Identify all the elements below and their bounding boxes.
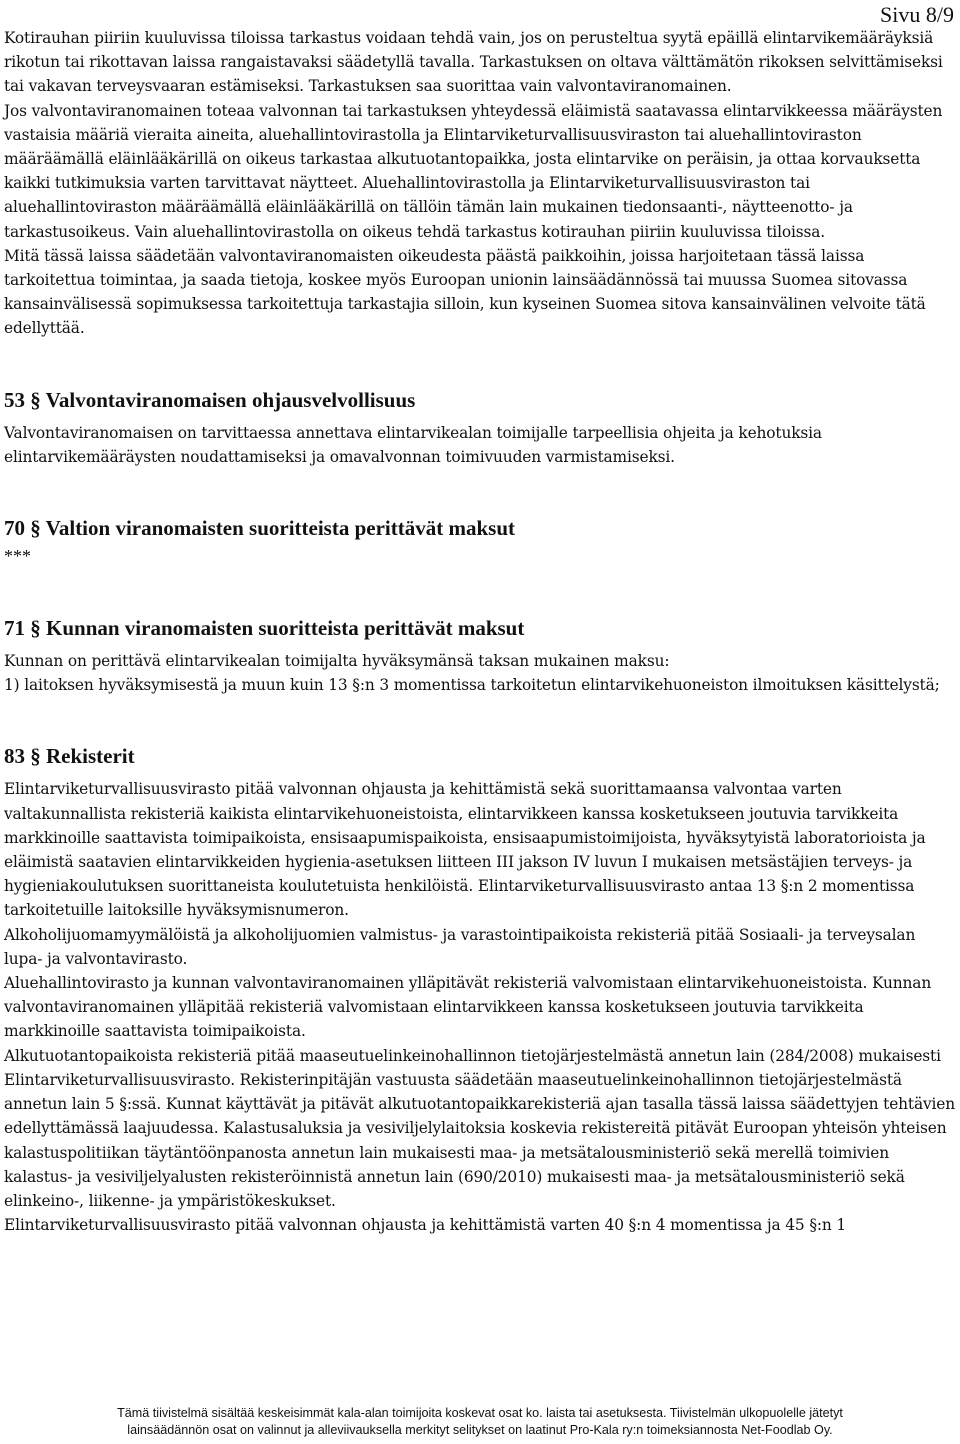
spacer: [4, 469, 956, 513]
section-83-paragraph-1: Elintarviketurvallisuusvirasto pitää valvonnan ohjausta ja kehittämistä sekä suorittamaansa valvontaa varten valtakunnallista rekisteriä kaikista elintarvikehuoneistoista, elintarvikkeen kanssa kosketukseen joutuvia tarvikkeita markkinoille saattavista toimipaikoista, ensisaapumispaikoista, ensisaapumistoimijoista, hyväksytyistä laboratorioista ja eläimistä saatavien elintarvikkeiden hygienia-asetuksen liitteen III jakson IV luvun I mukaisen metsästäjien terveys- ja hygieniakoulutuksen suorittaneista koulutetuista henkilöistä. Elintarviketurvallisuusvirasto antaa 13 §:n 2 momentissa tarkoitetuille laitoksille hyväksymisnumeron.: [4, 780, 926, 920]
section-71-heading: 71 § Kunnan viranomaisten suoritteista perittävät maksut: [4, 616, 525, 641]
section-71-paragraph-2: 1) laitoksen hyväksymisestä ja muun kuin 13 §:n 3 momentissa tarkoitetun elintarvikehuoneiston ilmoituksen käsittelystä;: [4, 676, 940, 695]
section-83-paragraph-4: Alkutuotantopaikoista rekisteriä pitää maaseutuelinkeinohallinnon tietojärjestelmästä annetun lain (284/2008) mukaisesti Elintarviketurvallisuusvirasto. Rekisterinpitäjän vastuusta säädetään maaseutuelinkeinohallinnon tietojärjestelmästä annetun lain 5 §:ssä. Kunnat käyttävät ja pitävät alkutuotantopaikkarekisteriä ajan tasalla tässä laissa säädettyjen tehtävien edellyttämässä laajuudessa. Kalastusaluksia ja vesiviljelylaitoksia koskevia rekistereitä pitävät Euroopan yhteisön yhteisen kalastuspolitiikan täytäntöönpanosta annetun lain mukaisesti maa- ja metsätalousministeriö sekä merellä toimivien kalastus- ja vesiviljelyalusten rekisteröinnistä annetun lain (690/2010) mukaisesti maa- ja metsätalousministeriö sekä elinkeino-, liikenne- ja ympäristökeskukset.: [4, 1046, 956, 1210]
page-number: Sivu 8/9: [880, 2, 954, 27]
spacer: [4, 341, 956, 385]
footer-line-1: Tämä tiivistelmä sisältää keskeisimmät kala-alan toimijoita koskevat osat ko. laista tai asetuksesta. Tiivistelmän ulkopuolelle jätetyt: [117, 1406, 843, 1420]
intro-paragraph-3: Mitä tässä laissa säädetään valvontaviranomaisten oikeudesta päästä paikkoihin, joissa harjoitetaan tässä laissa tarkoitettua toimintaa, ja saada tietoja, koskee myös Euroopan unionin lainsäädännössä tai muussa Suomea sitovassa kansainvälisessä sopimuksessa tarkoitettuja tarkastajia silloin, kun kyseinen Suomea sitova kansainvälinen velvoite tätä edellyttää.: [4, 246, 926, 338]
spacer: [4, 569, 956, 613]
document-body: [4, 26, 956, 1237]
intro-paragraph-2: Jos valvontaviranomainen toteaa valvonnan tai tarkastuksen yhteydessä eläimistä saatavassa elintarvikkeessa määräysten vastaisia määriä vieraita aineita, aluehallintovirastolla ja Elintarviketurvallisuusviraston tai aluehallintoviraston määräämällä eläinlääkärillä on oikeus tarkastaa alkutuotantopaikka, josta elintarvike on peräisin, ja ottaa korvauksetta kaikki tutkimuksia varten tarvittavat näytteet. Aluehallintovirastolla ja Elintarviketurvallisuusviraston tai aluehallintoviraston määräämällä eläinlääkärillä on tällöin tämän lain mukainen tiedonsaanti-, näytteenotto- ja tarkastusoikeus. Vain aluehallintovirastolla on oikeus tehdä tarkastus kotirauhan piiriin kuuluvissa tiloissa.: [4, 101, 943, 241]
section-83-paragraph-3: Aluehallintovirasto ja kunnan valvontaviranomainen ylläpitävät rekisteriä valvomistaan elintarvikehuoneistoista. Kunnan valvontaviranomainen ylläpitää rekisteriä valvomistaan elintarvikkeen kanssa kosketukseen joutuvia tarvikkeita markkinoille saattavista toimipaikoista.: [4, 974, 932, 1041]
section-71-paragraph-1: Kunnan on perittävä elintarvikealan toimijalta hyväksymänsä taksan mukainen maksu:: [4, 652, 670, 671]
section-83-paragraph-2: Alkoholijuomamyymälöistä ja alkoholijuomien valmistus- ja varastointipaikoista rekisteriä pitää Sosiaali- ja terveysalan lupa- ja valvontavirasto.: [4, 925, 916, 968]
section-83-heading: 83 § Rekisterit: [4, 744, 135, 769]
section-53-paragraph-1: Valvontaviranomaisen on tarvittaessa annettava elintarvikealan toimijalle tarpeellisia ohjeita ja kehotuksia elintarvikemääräysten noudattamiseksi ja omavalvonnan toimivuuden varmistamiseksi.: [4, 423, 822, 466]
section-83-paragraph-5: Elintarviketurvallisuusvirasto pitää valvonnan ohjausta ja kehittämistä varten 40 §:n 4 momentissa ja 45 §:n 1: [4, 1216, 847, 1235]
section-70-heading: 70 § Valtion viranomaisten suoritteista perittävät maksut: [4, 516, 515, 541]
omission-marker: ***: [4, 546, 31, 567]
intro-paragraph-1: Kotirauhan piiriin kuuluvissa tiloissa tarkastus voidaan tehdä vain, jos on perusteltua syytä epäillä elintarvikemääräyksiä rikotun tai rikottavan laissa rangaistavaksi säädetyllä tavalla. Tarkastuksen on oltava välttämätön rikoksen selvittämiseksi tai vakavan terveysvaaran estämiseksi. Tarkastuksen saa suorittaa vain valvontaviranomainen.: [4, 29, 943, 96]
footer-line-2: lainsäädännön osat on valinnut ja alleviivauksella merkityt selitykset on laatinut Pro-Kala ry:n toimeksiannosta Net-Foodlab Oy.: [127, 1423, 833, 1437]
section-53-heading: 53 § Valvontaviranomaisen ohjausvelvollisuus: [4, 387, 416, 412]
page-footer: [0, 1405, 960, 1439]
spacer: [4, 697, 956, 741]
